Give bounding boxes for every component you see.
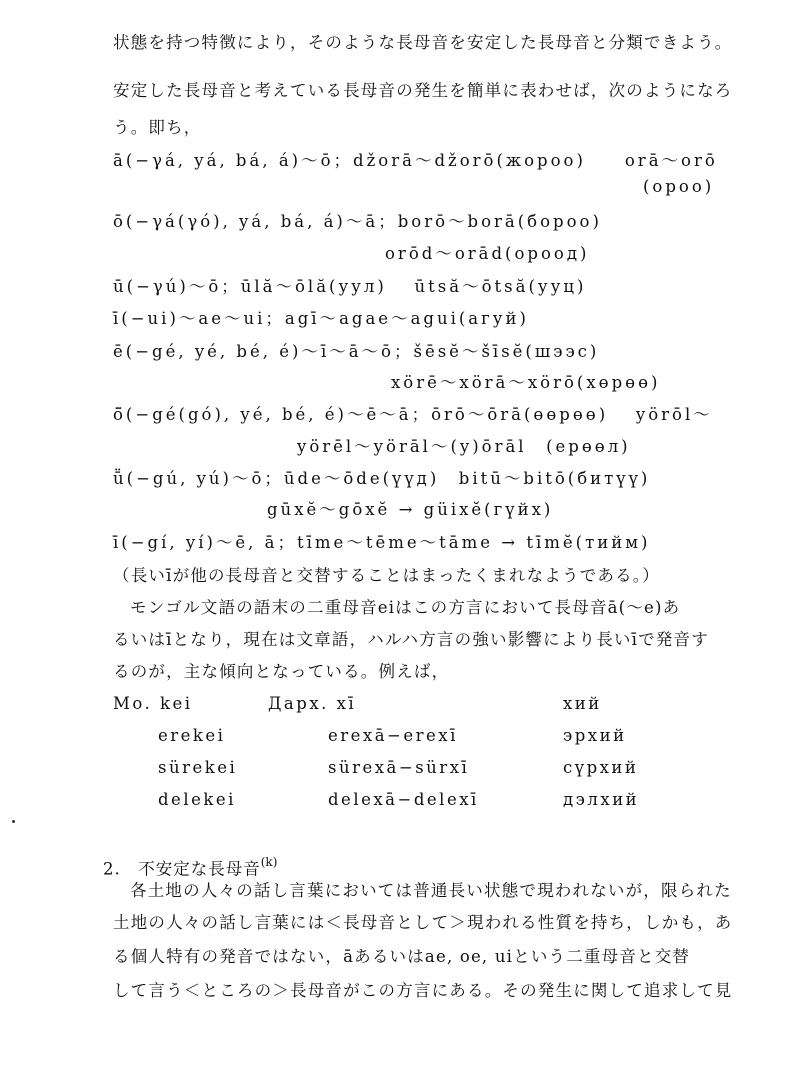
text-line: して言う＜ところの＞長母音がこの方言にある。その発生に関して追求して見 bbox=[113, 981, 733, 1000]
table-cell: erexā−erexī bbox=[328, 726, 458, 745]
example-line: ō̈(−gé(gó), yé, bé, é)〜ē〜ā；ōrō〜ōrā(өөрөө) yörōl〜 bbox=[113, 405, 713, 424]
scan-speck bbox=[12, 820, 15, 823]
example-line: ī(−ui)〜ae〜ui；agī〜agae〜agui(агуй) bbox=[113, 309, 529, 328]
example-line: ō(−γá(γó), yá, bá, á)〜ā；borō〜borā(бороо) bbox=[113, 212, 602, 231]
example-line: ū(−γú)〜ō；ūlă〜ōlă(уул) ūtsă〜ōtsă(ууц) bbox=[113, 277, 587, 296]
text-line: モンゴル文語の語末の二重母音eiはこの方言において長母音ā(〜e)あ bbox=[130, 598, 681, 617]
table-cell: эрхий bbox=[563, 726, 627, 745]
table-cell: дэлхий bbox=[563, 790, 640, 809]
table-cell: delexā−delexī bbox=[328, 790, 479, 809]
example-line: ṻ(−gú, yú)〜ō；ūde〜ōde(үүд) bitū〜bitō(битүү) bbox=[113, 469, 651, 488]
example-line: orōd〜orād(ороод) bbox=[385, 244, 590, 263]
text-line: 土地の人々の話し言葉には＜長母音として＞現われる性質を持ち，しかも，あ bbox=[113, 913, 733, 932]
text-line: う。即ち， bbox=[113, 118, 202, 137]
table-header-mo: Mo. kei bbox=[113, 694, 193, 713]
example-line: yörēl〜yörāl〜(y)ōrāl (ерөөл) bbox=[297, 437, 631, 456]
table-header-darkh: Дарх. xī bbox=[268, 694, 357, 713]
table-header-cyr: хий bbox=[563, 694, 602, 713]
example-line: xörē〜xörā〜xörō(хөрөө) bbox=[391, 373, 661, 392]
text-line: るいはīとなり，現在は文章語，ハルハ方言の強い影響により長いīで発音す bbox=[113, 630, 709, 649]
section-heading bbox=[103, 853, 277, 881]
table-cell: sürexā−sürxī bbox=[328, 758, 470, 777]
table-cell: sürekei bbox=[158, 758, 238, 777]
table-cell: erekei bbox=[158, 726, 226, 745]
text-line: 状態を持つ特徴により，そのような長母音を安定した長母音と分類できよう。 bbox=[113, 33, 733, 52]
table-cell: сүрхий bbox=[563, 758, 639, 777]
text-line: （長いīが他の長母音と交替することはまったくまれなようである。） bbox=[113, 566, 660, 585]
example-line: ā(−γá, yá, bá, á)〜ō；džorā〜džorō(жороо) orā〜orō bbox=[113, 151, 718, 170]
example-line: (ороо) bbox=[643, 177, 715, 196]
footnote-marker: (k) bbox=[260, 855, 278, 869]
example-line: ē(−gé, yé, bé, é)〜ī〜ā〜ō；šēsĕ〜šīsĕ(шээс) bbox=[113, 342, 600, 361]
example-line: gūxĕ〜gōxĕ → güixĕ(гүйх) bbox=[267, 500, 554, 519]
text-line: る個人特有の発音ではない，āあるいはae, oe, uiという二重母音と交替 bbox=[113, 947, 691, 966]
section-title: 不安定な長母音 bbox=[138, 859, 261, 879]
table-cell: delekei bbox=[158, 790, 236, 809]
text-line: るのが，主な傾向となっている。例えば， bbox=[113, 662, 450, 681]
section-number: 2. bbox=[103, 859, 121, 879]
text-line: 安定した長母音と考えている長母音の発生を簡単に表わせば，次のようになろ bbox=[113, 81, 733, 100]
example-line: ī(−gí, yí)〜ē, ā；tīme〜tēme〜tāme → tīmĕ(тийм) bbox=[113, 533, 651, 552]
text-line: 各土地の人々の話し言葉においては普通長い状態で現われないが，限られた bbox=[130, 881, 732, 900]
